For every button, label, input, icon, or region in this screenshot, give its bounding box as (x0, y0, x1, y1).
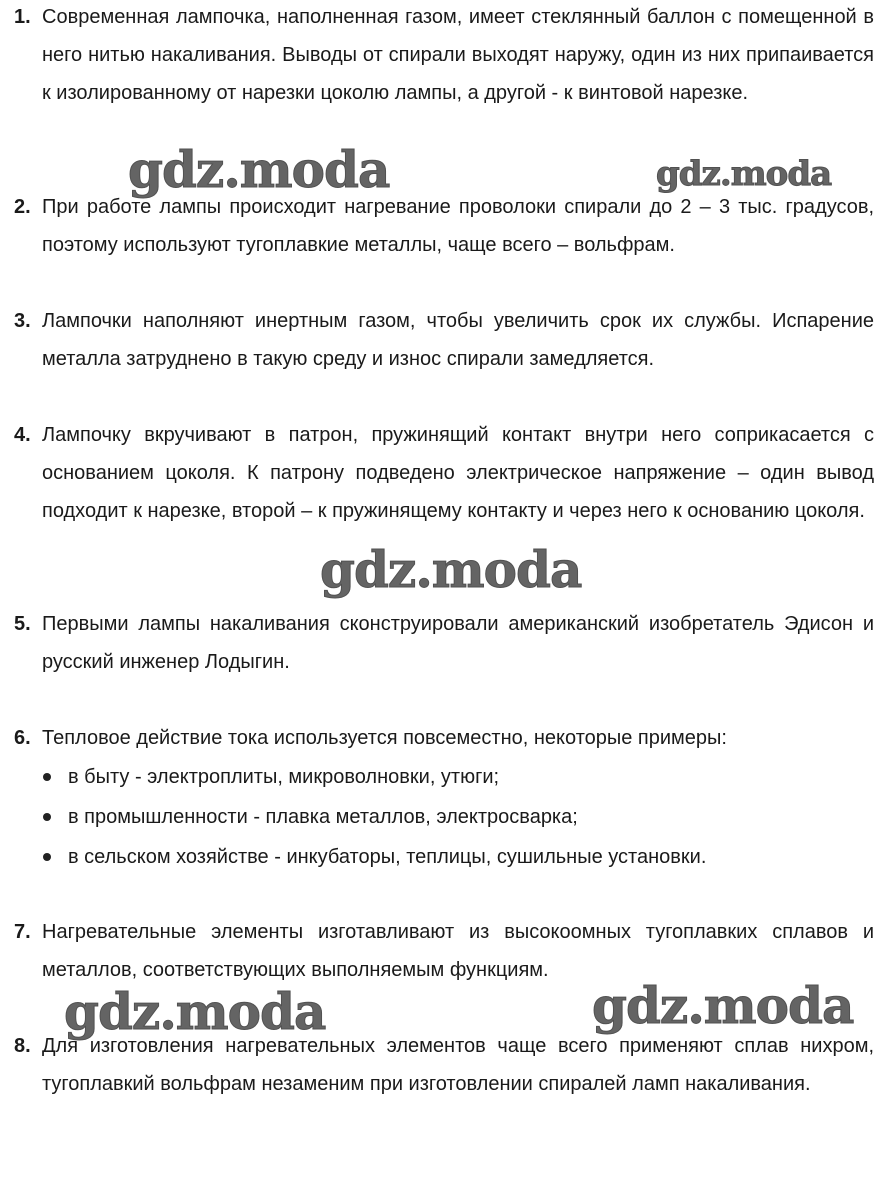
answer-item-5 (14, 605, 874, 681)
item-text: Лампочку вкручивают в патрон, пружинящий контакт внутри него соприкасается с основанием цоколя. К патрону подведено электрическое напряжение – один вывод подходит к нарезке, второй – к пружинящему контакту и через него к основанию цоколя. (42, 424, 874, 522)
watermark-logo: gdz.moda (128, 140, 390, 199)
watermark-logo: gdz.moda (64, 982, 326, 1041)
list-item: в промышленности - плавка металлов, электросварка; (14, 797, 874, 837)
item-number: 1. (14, 6, 31, 28)
answer-item-4 (14, 416, 874, 530)
watermark-logo: gdz.moda (656, 154, 832, 194)
list-item: в сельском хозяйстве - инкубаторы, теплицы, сушильные установки. (14, 837, 874, 877)
item-text: При работе лампы происходит нагревание проволоки спирали до 2 – 3 тыс. градусов, поэтому используют тугоплавкие металлы, чаще всего – вольфрам. (42, 196, 874, 256)
answer-item-6 (14, 719, 874, 877)
watermark-logo: gdz.moda (592, 976, 854, 1035)
item-text: Современная лампочка, наполненная газом, имеет стеклянный баллон с помещенной в него нитью накаливания. Выводы от спирали выходят наружу, один из них припаивается к изолированному от нарезки цоколю лампы, а другой - к винтовой нарезке. (42, 6, 874, 104)
answer-item-1 (14, 0, 874, 112)
answer-item-3 (14, 302, 874, 378)
item-number: 4. (14, 424, 31, 446)
item-number: 5. (14, 613, 31, 635)
item-number: 2. (14, 196, 31, 218)
item-text: Первыми лампы накаливания сконструировали американский изобретатель Эдисон и русский инженер Лодыгин. (42, 613, 874, 673)
answer-item-8 (14, 1027, 874, 1103)
watermark-logo: gdz.moda (320, 540, 582, 599)
item-number: 8. (14, 1035, 31, 1057)
bullet-dot-icon (43, 853, 51, 861)
item-text: Для изготовления нагревательных элементов чаще всего применяют сплав нихром, тугоплавкий вольфрам незаменим при изготовлении спиралей ламп накаливания. (42, 1035, 874, 1095)
answer-item-2 (14, 188, 874, 264)
list-item: в быту - электроплиты, микроволновки, утюги; (14, 757, 874, 797)
bullet-dot-icon (43, 773, 51, 781)
item-number: 7. (14, 921, 31, 943)
item-text: Тепловое действие тока используется повсеместно, некоторые примеры: (42, 727, 727, 749)
item-number: 6. (14, 727, 31, 749)
item-text: Нагревательные элементы изготавливают из высокоомных тугоплавких сплавов и металлов, соответствующих выполняемым функциям. (42, 921, 874, 981)
item-text: Лампочки наполняют инертным газом, чтобы увеличить срок их службы. Испарение металла затруднено в такую среду и износ спирали замедляется. (42, 310, 874, 370)
item-number: 3. (14, 310, 31, 332)
examples-list (14, 757, 874, 877)
bullet-dot-icon (43, 813, 51, 821)
